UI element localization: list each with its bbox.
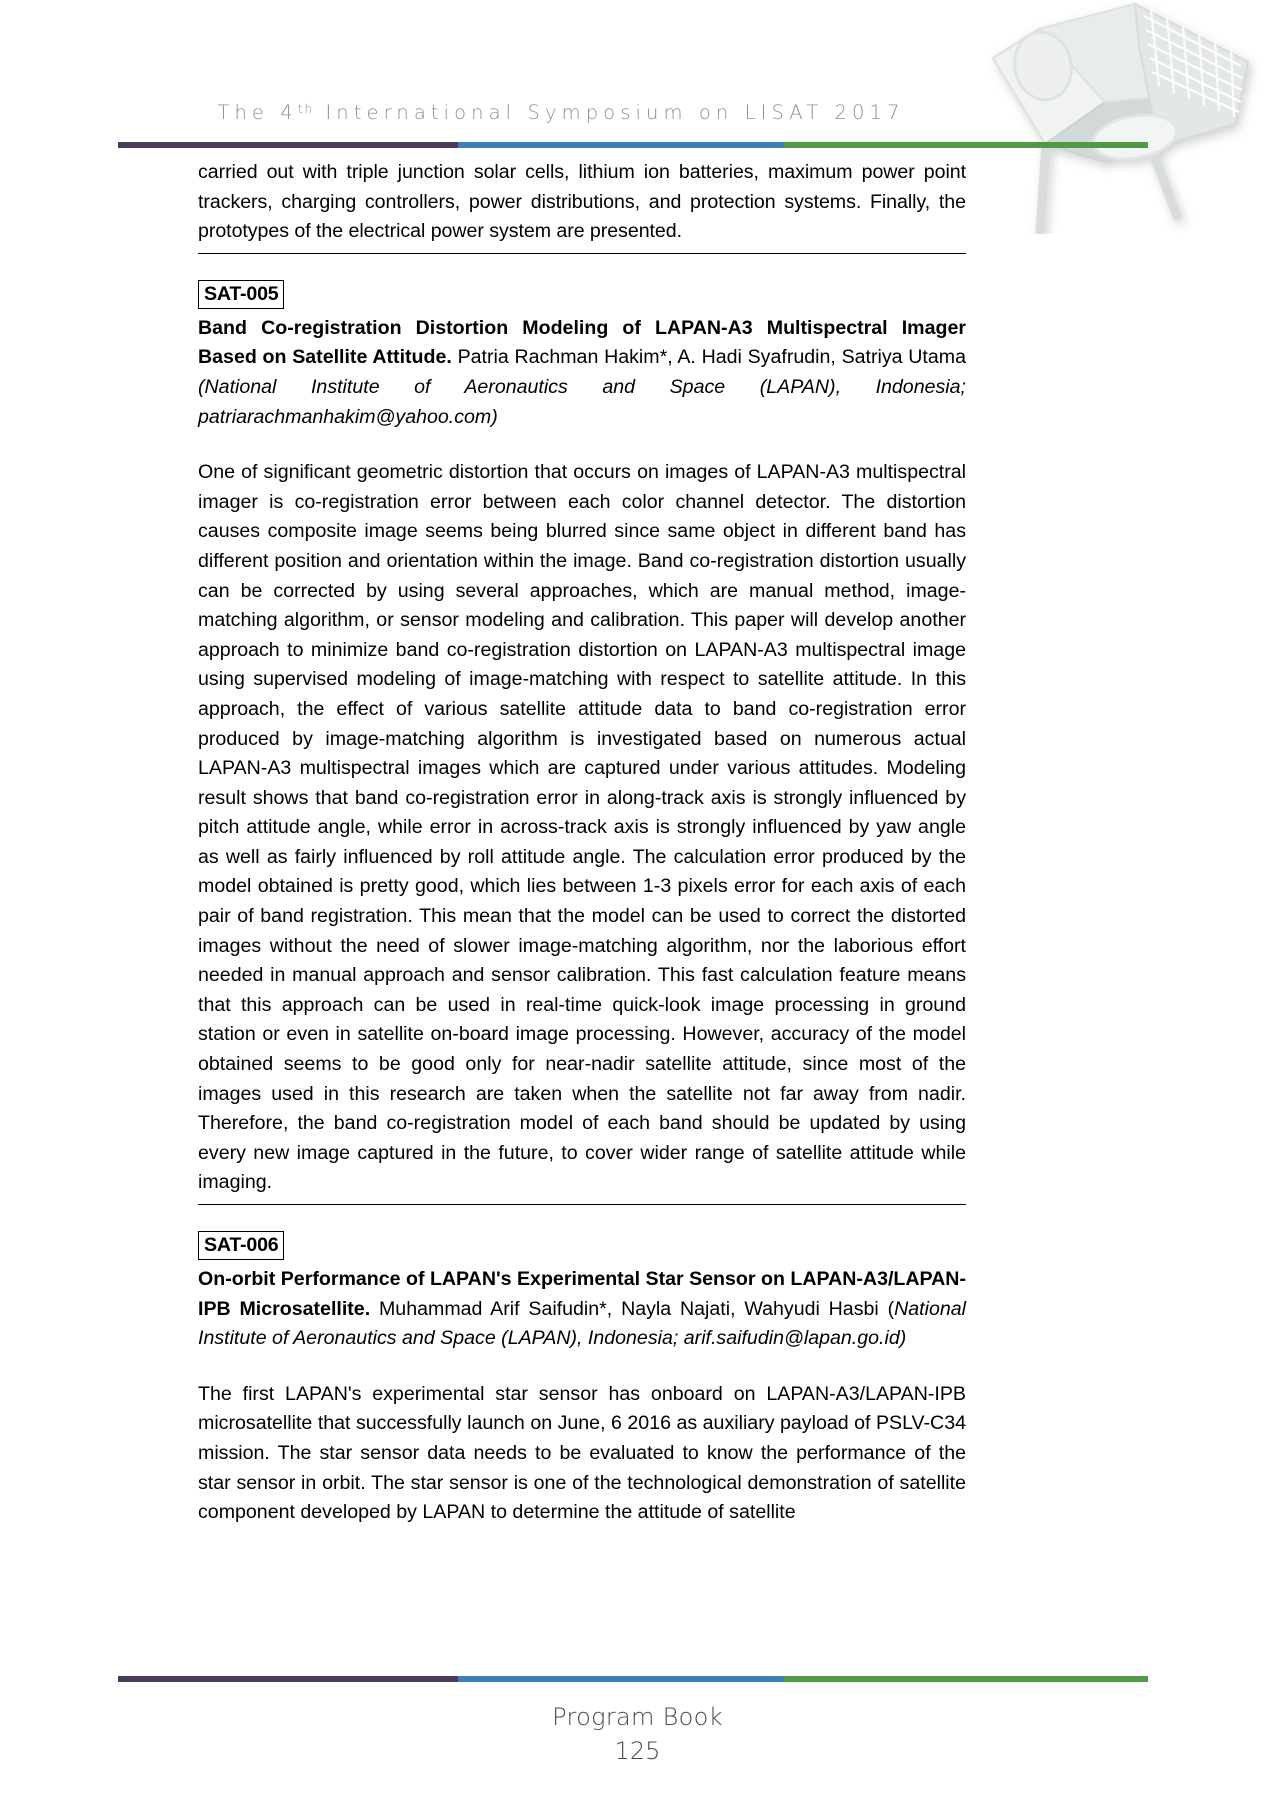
entry-abstract: One of significant geometric distortion that occurs on images of LAPAN-A3 multispectral imager is co-registration error between each color channel detector. The distortion causes composite image seems being blurred since same object in different band has different position and orientation within the image. Band co-registration distortion usually can be corrected by using several approaches, which are manual method, image-matching algorithm, or sensor modeling and calibration. This paper will develop another approach to minimize band co-registration distortion on LAPAN-A3 multispectral image using supervised modeling of image-matching with respect to satellite attitude. In this approach, the effect of various satellite attitude data to band co-registration error produced by image-matching algorithm is investigated based on numerous actual LAPAN-A3 multispectral images which are captured under various attitudes. Modeling result shows that band co-registration error in along-track axis is strongly influenced by pitch attitude angle, while error in across-track axis is strongly influenced by yaw angle as well as fairly influenced by roll attitude angle. The calculation error produced by the model obtained is pretty good, which lies between 1-3 pixels error for each axis of each pair of band registration. This mean that the model can be used to correct the distorted images without the need of slower image-matching algorithm, nor the laborious effort needed in manual approach and sensor calibration. This fast calculation feature means that this approach can be used in real-time quick-look image processing in ground station or even in satellite on-board image processing. However, accuracy of the model obtained seems to be good only for near-nadir satellite attitude, since most of the images used in this research are taken when the satellite not far away from nadir. Therefore, the band co-registration model of each band should be updated by using every new image captured in the future, to cover wider range of satellite attitude while imaging.: [198, 461, 966, 1194]
header-title-prefix: The 4: [217, 101, 298, 124]
entry-title-text: Band Co-registration Distortion Modeling of LAPAN-A3 Multispectral Imager Based on Satellite Attitude.: [198, 316, 966, 369]
entry-abstract: The first LAPAN's experimental star sensor has onboard on LAPAN-A3/LAPAN-IPB microsatellite that successfully launch on June, 6 2016 as auxiliary payload of PSLV-C34 mission. The star sensor data needs to be evaluated to know the performance of the star sensor in orbit. The star sensor is one of the technological demonstration of satellite component developed by LAPAN to determine the attitude of satellite: [198, 1382, 966, 1524]
entry-title-text: On-orbit Performance of LAPAN's Experimental Star Sensor on LAPAN-A3/LAPAN-IPB Microsatellite.: [198, 1268, 966, 1320]
page-header: [0, 0, 1275, 150]
entry-title-block: [198, 314, 966, 432]
entry-authors: Patria Rachman Hakim*, A. Hadi Syafrudin, Satriya Utama: [457, 346, 966, 369]
header-color-rule: [118, 142, 1148, 148]
page-footer: [0, 1700, 1275, 1768]
rule-segment-blue: [458, 1676, 783, 1682]
rule-segment-purple: [118, 142, 458, 148]
session-code-badge: SAT-005: [198, 280, 284, 309]
page-content: [198, 158, 966, 1528]
header-title-ordinal: th: [297, 102, 315, 116]
rule-segment-purple: [118, 1676, 458, 1682]
footer-color-rule: [118, 1676, 1148, 1682]
header-title-rest: International Symposium on LISAT 2017: [325, 101, 905, 124]
satellite-icon: [945, 0, 1275, 234]
rule-segment-green: [783, 142, 1148, 148]
page-number: 125: [614, 1737, 661, 1765]
session-code-badge: SAT-006: [198, 1231, 284, 1260]
entry-affiliation: National Institute of Aeronautics and Space (LAPAN), Indonesia; arif.saifudin@lapan.go.id): [198, 1297, 967, 1350]
entry-authors: Muhammad Arif Saifudin*, Nayla Najati, Wahyudi Hasbi: [378, 1297, 879, 1320]
rule-segment-blue: [458, 142, 783, 148]
entry-title-block: [198, 1265, 966, 1354]
header-title: [196, 101, 926, 124]
entry-affiliation: (National Institute of Aeronautics and Space (LAPAN), Indonesia; patriarachmanhakim@yahoo.com): [198, 375, 966, 428]
entry-affiliation-open-paren: (: [887, 1297, 895, 1320]
rule-segment-green: [783, 1676, 1148, 1682]
abstract-entry-sat-006: [198, 1231, 966, 1528]
abstract-entry-sat-005: [198, 280, 966, 1205]
footer-label: Program Book: [552, 1703, 723, 1731]
continued-paragraph: carried out with triple junction solar cells, lithium ion batteries, maximum power point trackers, charging controllers, power distributions, and protection systems. Finally, the prototypes of the electrical power system are presented.: [198, 161, 966, 243]
